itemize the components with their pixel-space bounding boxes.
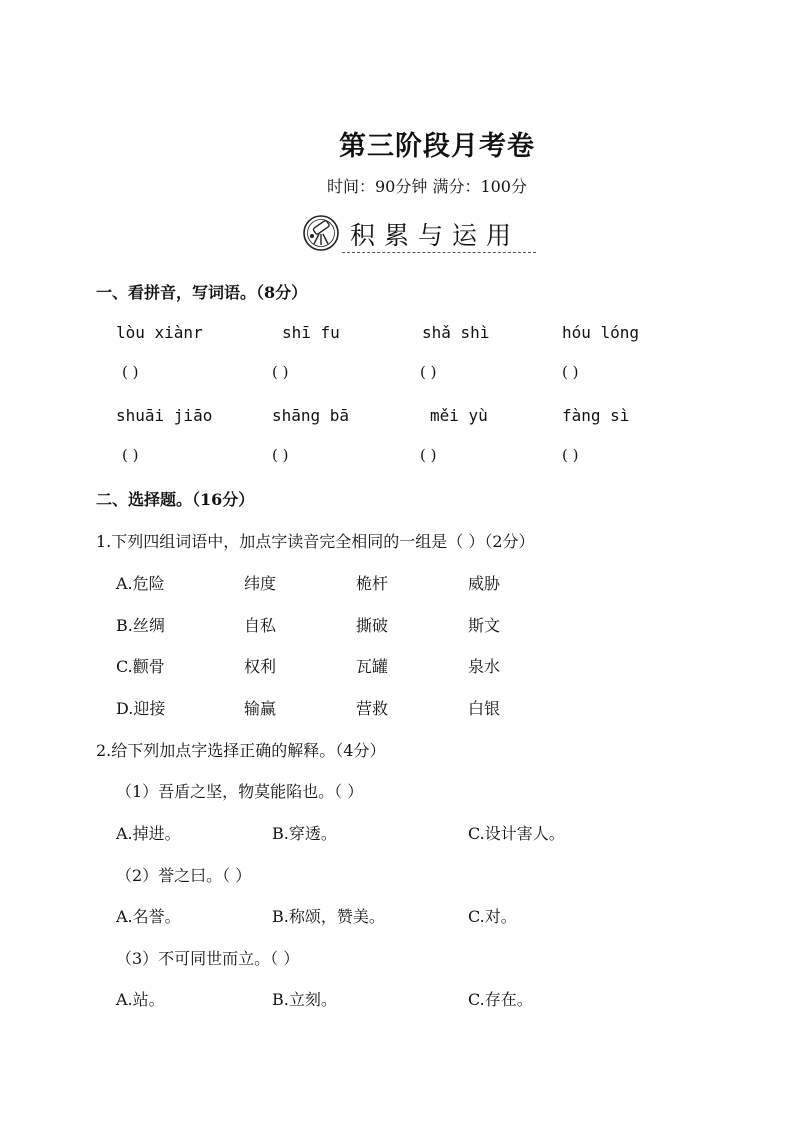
q2-item-2-prompt: （2）誉之曰。（ ）	[116, 866, 252, 885]
answer-blank-4[interactable]: ( )	[562, 363, 579, 381]
q1-option-a[interactable]: A.危险	[116, 574, 165, 593]
question-2-stem: 2.给下列加点字选择正确的解释。（4分）	[96, 741, 386, 760]
pinyin-6: shāng bā	[272, 406, 350, 425]
q1-word: 泉水	[468, 657, 501, 676]
section-1-title: 一、看拼音，写词语。（8分）	[96, 283, 308, 302]
pinyin-5: shuāi jiāo	[116, 406, 213, 425]
q2-3-option-b[interactable]: B.立刻。	[272, 990, 337, 1009]
q1-word: 白银	[468, 699, 501, 718]
q1-word: 营救	[356, 699, 389, 718]
answer-blank-8[interactable]: ( )	[562, 446, 579, 464]
q2-2-option-c[interactable]: C.对。	[468, 907, 517, 926]
q1-word: 输赢	[244, 699, 277, 718]
telescope-icon	[302, 214, 340, 252]
pinyin-3: shǎ shì	[422, 323, 490, 342]
pinyin-1: lòu xiànr	[116, 323, 203, 342]
pinyin-2: shī fu	[282, 323, 340, 342]
q2-1-option-a[interactable]: A.掉进。	[116, 824, 181, 843]
answer-blank-3[interactable]: ( )	[420, 363, 437, 381]
q1-option-c[interactable]: C.颧骨	[116, 657, 165, 676]
q1-word: 权利	[244, 657, 277, 676]
q1-word: 撕破	[356, 616, 389, 635]
exam-info: 时间：90分钟 满分：100分	[327, 177, 527, 196]
q1-word: 自私	[244, 616, 277, 635]
answer-blank-7[interactable]: ( )	[420, 446, 437, 464]
q1-word: 瓦罐	[356, 657, 389, 676]
pinyin-8: fàng sì	[562, 406, 630, 425]
section-banner	[302, 212, 542, 256]
q2-1-option-c[interactable]: C.设计害人。	[468, 824, 565, 843]
question-1-stem: 1.下列四组词语中，加点字读音完全相同的一组是（ ）（2分）	[96, 532, 535, 551]
q1-word: 威胁	[468, 574, 501, 593]
banner-text: 积累与运用	[350, 221, 521, 250]
q2-2-option-a[interactable]: A.名誉。	[116, 907, 181, 926]
q1-option-d[interactable]: D.迎接	[116, 699, 166, 718]
q1-word: 纬度	[244, 574, 277, 593]
answer-blank-5[interactable]: ( )	[122, 446, 139, 464]
q2-1-option-b[interactable]: B.穿透。	[272, 824, 337, 843]
q2-item-3-prompt: （3）不可同世而立。（ ）	[116, 949, 300, 968]
pinyin-7: měi yù	[430, 406, 488, 425]
q1-option-b[interactable]: B.丝绸	[116, 616, 165, 635]
section-2-title: 二、选择题。（16分）	[96, 490, 255, 509]
answer-blank-6[interactable]: ( )	[272, 446, 289, 464]
q1-word: 桅杆	[356, 574, 389, 593]
q1-word: 斯文	[468, 616, 501, 635]
answer-blank-2[interactable]: ( )	[272, 363, 289, 381]
answer-blank-1[interactable]: ( )	[122, 363, 139, 381]
q2-item-1-prompt: （1）吾盾之坚，物莫能陷也。（ ）	[116, 782, 364, 801]
banner-underline	[342, 252, 536, 253]
pinyin-4: hóu lóng	[562, 323, 640, 342]
q2-3-option-a[interactable]: A.站。	[116, 990, 165, 1009]
q2-3-option-c[interactable]: C.存在。	[468, 990, 533, 1009]
page-title: 第三阶段月考卷	[339, 131, 535, 162]
q2-2-option-b[interactable]: B.称颂，赞美。	[272, 907, 385, 926]
